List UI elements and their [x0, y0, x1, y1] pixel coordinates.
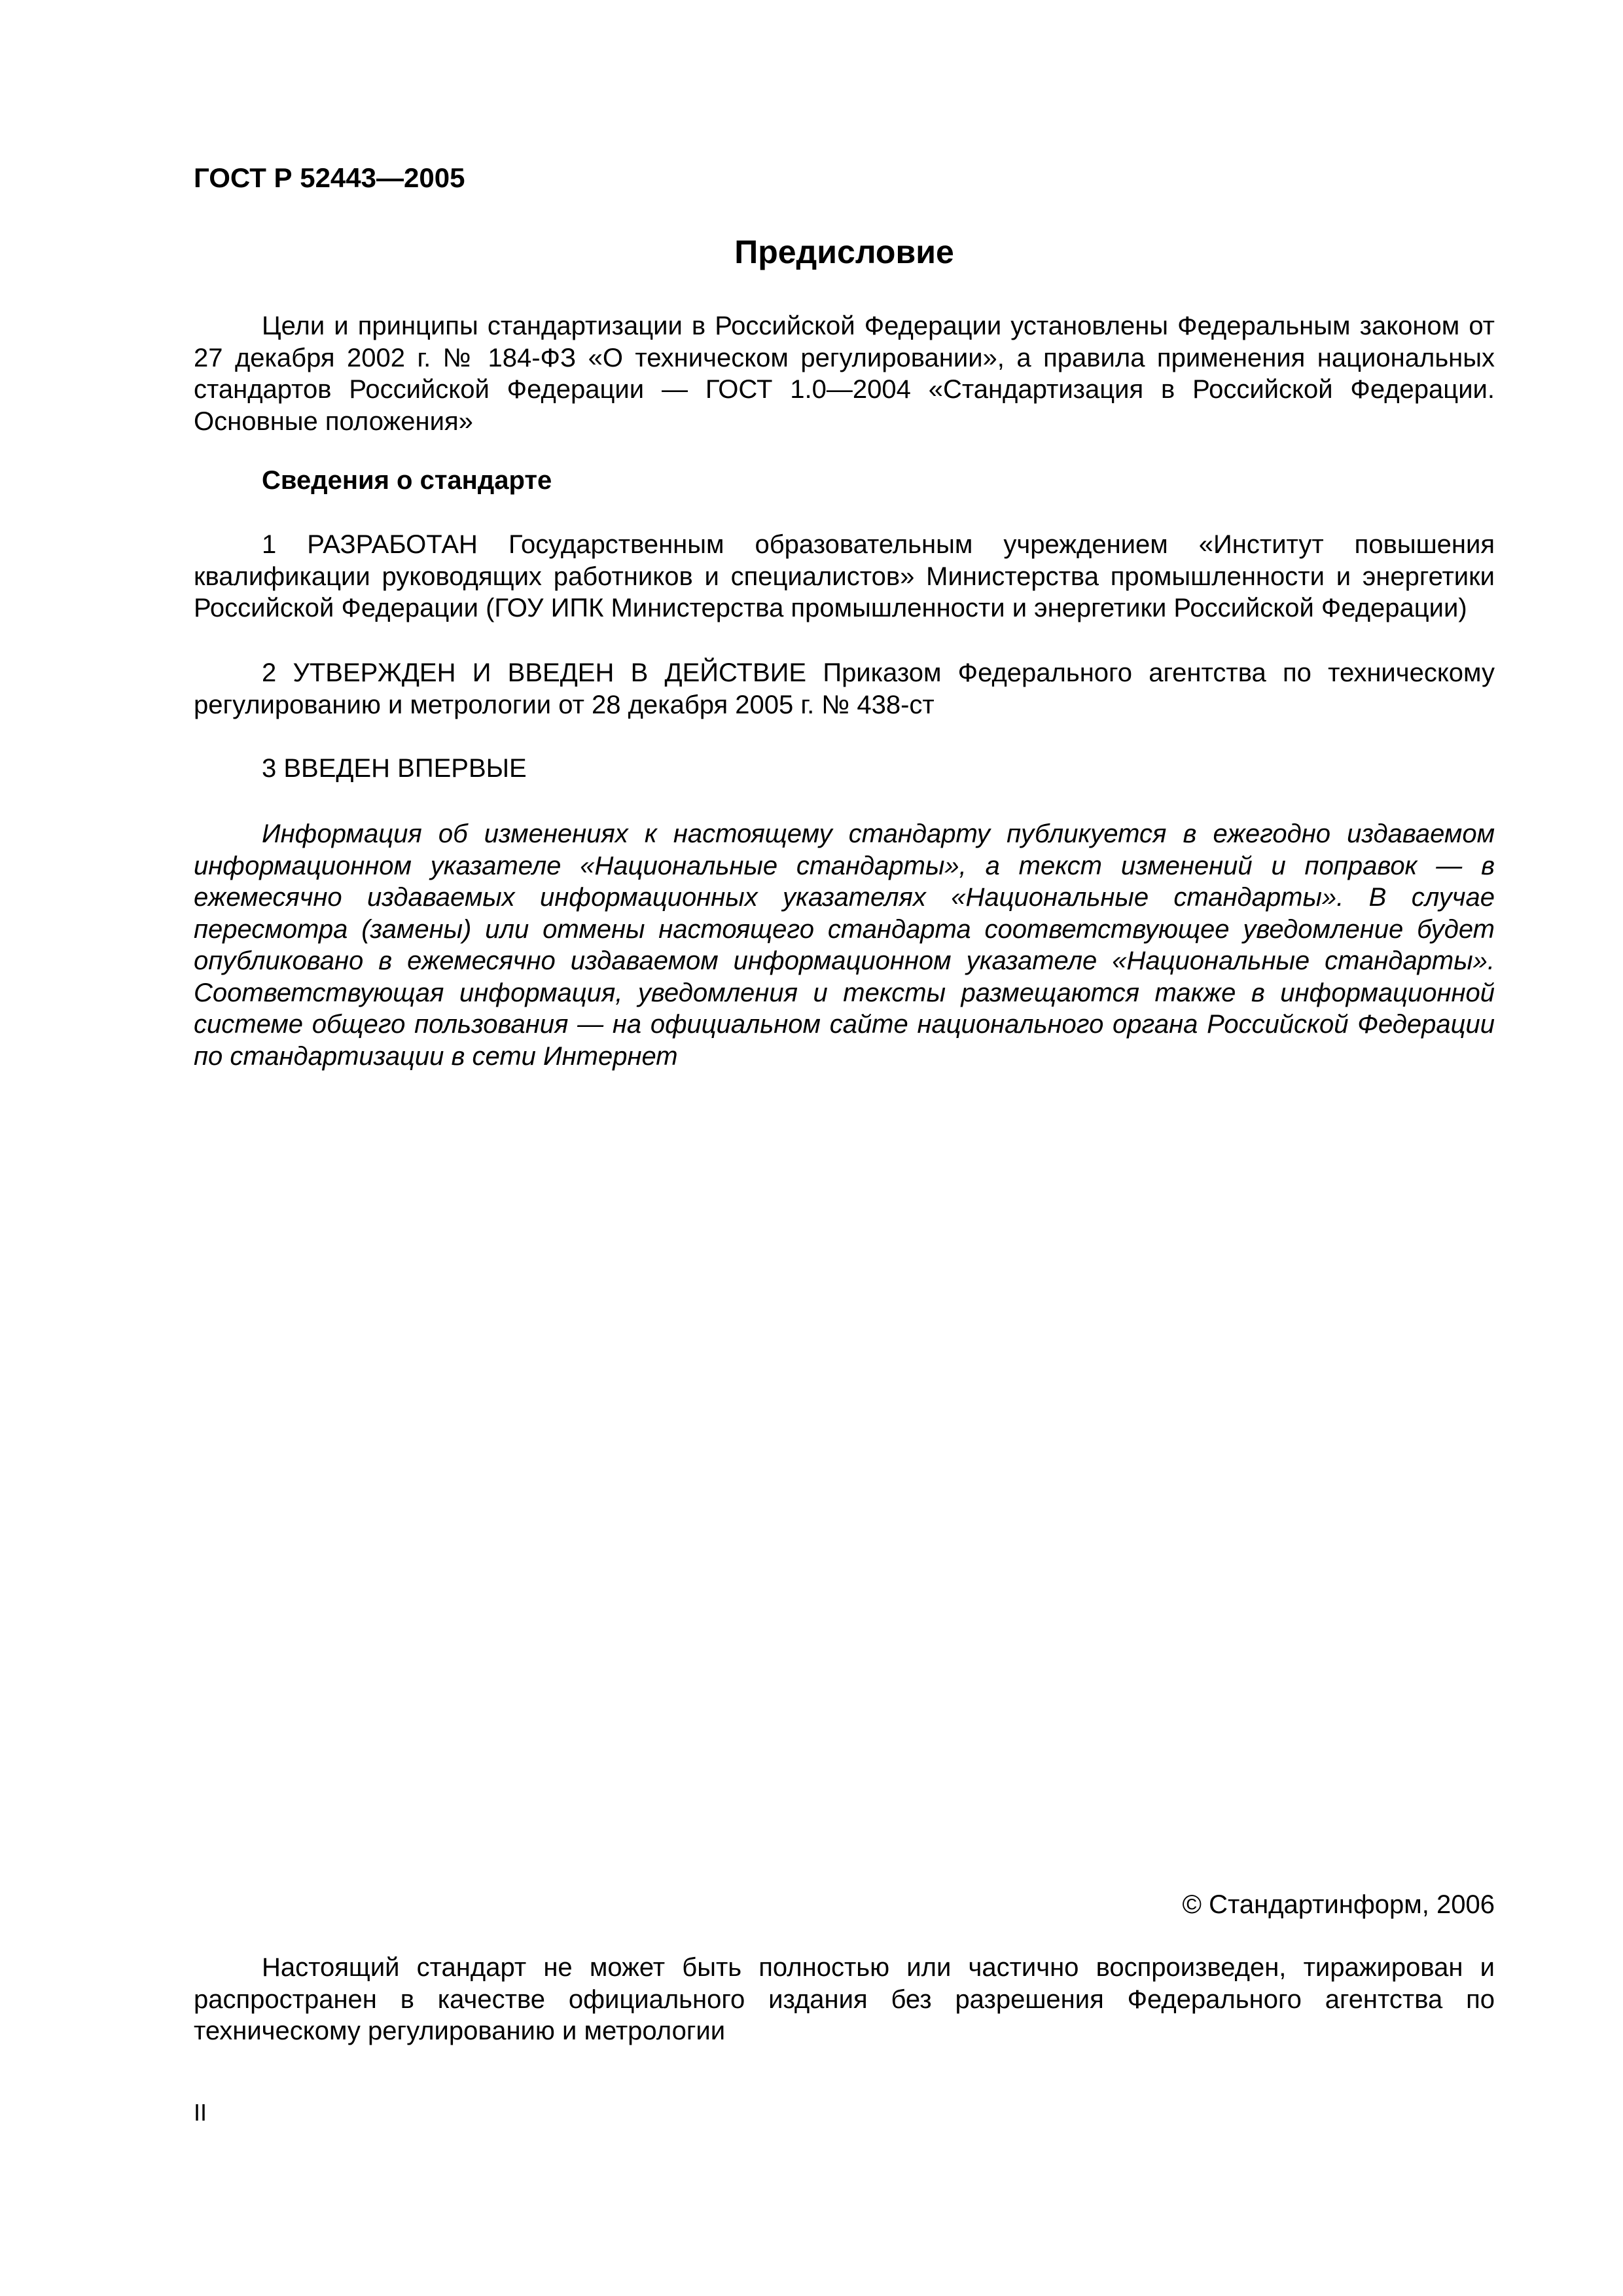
- section-heading: Сведения о стандарте: [262, 466, 552, 495]
- page-title: Предисловие: [734, 234, 954, 270]
- page-number: II: [194, 2099, 207, 2126]
- notice-paragraph: Информация об изменениях к настоящему стандарту публикуется в ежегодно издаваемом информационном указателе «Национальные стандарты», а текст изменений и поправок — в ежемесячно издаваемых информационных указателях «Национальные стандарты». В случае пересмотра (замены) или отмены настоящего стандарта соответствующее уведомление будет опубликовано в ежемесячно издаваемом информационном указателе «Национальные стандарты». Соответствующая информация, уведомления и тексты размещаются также в информационной системе общего пользования — на официальном сайте национального органа Российской Федерации по стандартизации в сети Интернет: [194, 819, 1495, 1071]
- list-item: 1 РАЗРАБОТАН Государственным образовательным учреждением «Институт повышения квалификации руководящих работников и специалистов» Министерства промышленности и энергетики Российской Федерации (ГОУ ИПК Министерства промышленности и энергетики Российской Федерации): [194, 530, 1495, 622]
- copyright-line: © Стандартинформ, 2006: [1182, 1890, 1495, 1919]
- intro-paragraph: Цели и принципы стандартизации в Российской Федерации установлены Федеральным законом от 27 декабря 2002 г. № 184-ФЗ «О техническом регулировании», а правила применения национальных стандартов Российской Федерации — ГОСТ 1.0—2004 «Стандартизация в Российской Федерации. Основные положения»: [194, 312, 1495, 436]
- list-item: 2 УТВЕРЖДЕН И ВВЕДЕН В ДЕЙСТВИЕ Приказом Федерального агентства по техническому регулированию и метрологии от 28 декабря 2005 г. № 438-ст: [194, 658, 1495, 719]
- list-item: 3 ВВЕДЕН ВПЕРВЫЕ: [262, 754, 527, 783]
- document-code: ГОСТ Р 52443—2005: [194, 162, 465, 193]
- reproduction-notice: Настоящий стандарт не может быть полностью или частично воспроизведен, тиражирован и распространен в качестве официального издания без разрешения Федерального агентства по техническому регулированию и метрологии: [194, 1953, 1495, 2045]
